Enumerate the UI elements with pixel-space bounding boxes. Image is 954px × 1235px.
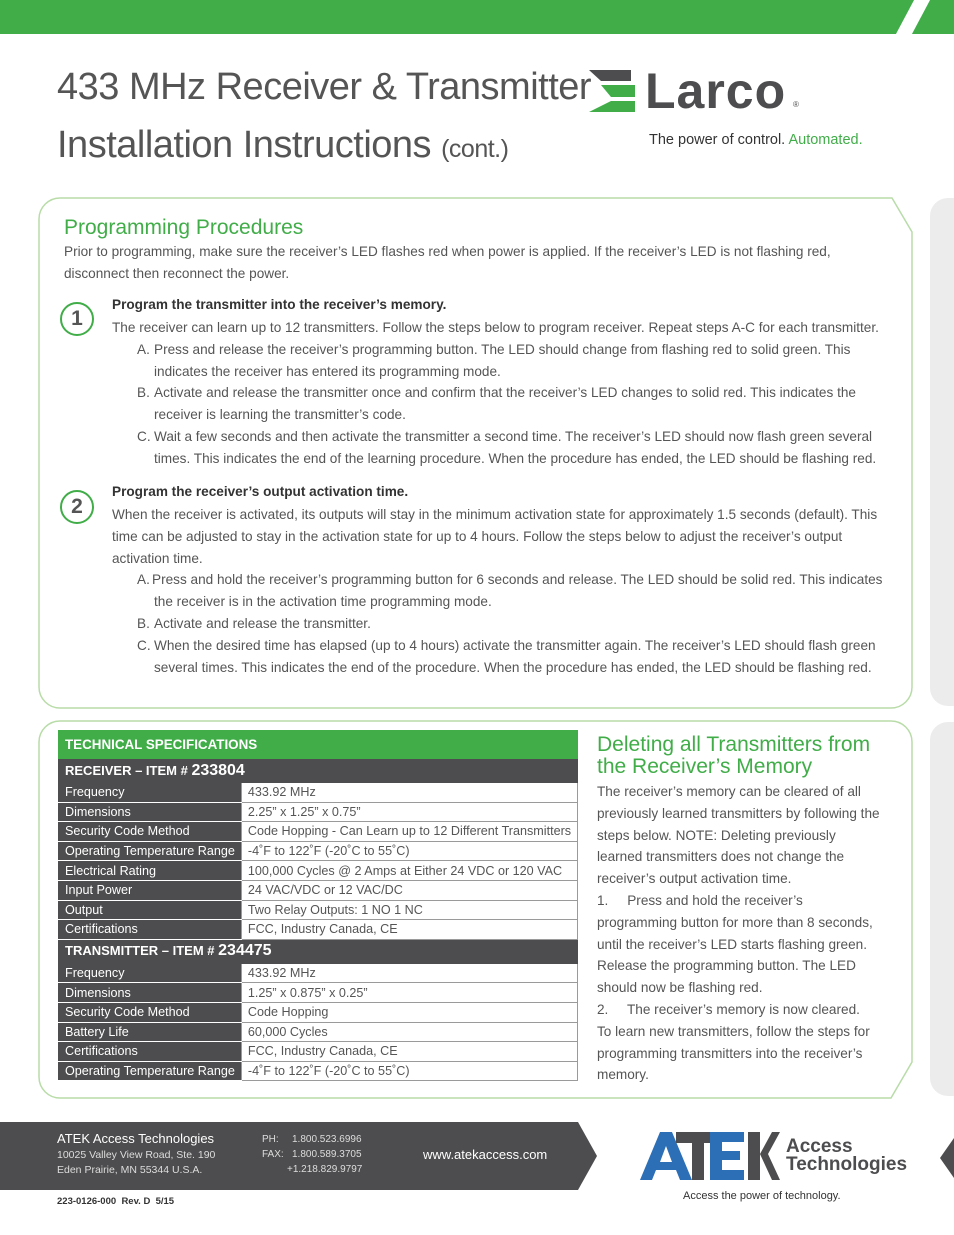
table-row bbox=[59, 822, 578, 842]
specs-title: TECHNICAL SPECIFICATIONS bbox=[59, 731, 578, 759]
atek-logo-icon bbox=[640, 1128, 780, 1182]
receiver-heading: RECEIVER – ITEM # bbox=[65, 762, 188, 778]
spec-label: Certifications bbox=[59, 1042, 242, 1062]
step-1-item-a bbox=[137, 339, 877, 383]
spec-value: 433.92 MHz bbox=[241, 963, 577, 983]
table-row bbox=[59, 841, 578, 861]
item-text: Wait a few seconds and then activate the transmitter a second time. The receiver’s LED should now flash green several times. This indicates the end of the learning procedure. When the procedure has ended, the LED should be flashing red. bbox=[154, 429, 877, 466]
item-text: When the desired time has elapsed (up to 4 hours) activate the transmitter again. The receiver’s LED should flash green several times. This indicates the end of the procedure. When the procedure has ended, the LED should be flashing red. bbox=[154, 638, 876, 675]
spec-value: Code Hopping bbox=[241, 1002, 577, 1022]
footer-address-line2: Eden Prairie, MN 55344 U.S.A. bbox=[57, 1164, 203, 1176]
page-title-cont: (cont.) bbox=[441, 135, 509, 163]
top-bar-end bbox=[936, 0, 954, 34]
step-1-number: 1 bbox=[60, 302, 94, 336]
top-accent-bar bbox=[0, 0, 954, 34]
table-row bbox=[59, 1002, 578, 1022]
programming-intro: Prior to programming, make sure the receiver’s LED flashes red when power is applied. If the receiver’s LED is not flashing red, disconnect then reconnect the power. bbox=[64, 244, 831, 281]
table-row bbox=[59, 1061, 578, 1081]
spec-label: Dimensions bbox=[59, 802, 242, 822]
deleting-body bbox=[597, 781, 882, 1086]
transmitter-heading: TRANSMITTER – ITEM # bbox=[65, 943, 215, 959]
step-2-item-c bbox=[137, 635, 887, 679]
document-number: 223-0126-000 Rev. D 5/15 bbox=[57, 1196, 175, 1207]
larco-registered-mark: ® bbox=[793, 100, 799, 109]
atek-wordmark bbox=[786, 1138, 907, 1174]
larco-tagline bbox=[649, 132, 863, 148]
spec-value: Code Hopping - Can Learn up to 12 Different Transmitters bbox=[241, 822, 577, 842]
step-1-item-c bbox=[137, 426, 887, 470]
fax-value: 1.800.589.3705 bbox=[292, 1149, 362, 1160]
page-edge-arrow-icon bbox=[940, 1138, 954, 1178]
spec-label: Input Power bbox=[59, 880, 242, 900]
table-row bbox=[59, 1042, 578, 1062]
footer-fax-row bbox=[262, 1147, 362, 1162]
item-letter: B. bbox=[137, 616, 150, 631]
spec-value: 433.92 MHz bbox=[241, 783, 577, 803]
step-2-number: 2 bbox=[60, 490, 94, 524]
footer-intl-row bbox=[262, 1162, 362, 1177]
table-row bbox=[59, 900, 578, 920]
atek-wordmark-line2: Technologies bbox=[786, 1154, 908, 1175]
phone-value: 1.800.523.6996 bbox=[292, 1134, 362, 1145]
spec-label: Battery Life bbox=[59, 1022, 242, 1042]
receiver-heading-cell bbox=[59, 759, 578, 783]
atek-wordmark-line1: Access bbox=[786, 1136, 853, 1157]
specs-title-row bbox=[59, 731, 578, 759]
spec-label: Security Code Method bbox=[59, 1002, 242, 1022]
spec-label: Operating Temperature Range bbox=[59, 841, 242, 861]
table-row bbox=[59, 1022, 578, 1042]
table-row bbox=[59, 963, 578, 983]
page-title-line1: 433 MHz Receiver & Transmitter bbox=[57, 66, 592, 108]
transmitter-heading-row bbox=[59, 939, 578, 963]
spec-label: Security Code Method bbox=[59, 822, 242, 842]
table-row bbox=[59, 920, 578, 940]
footer-website-link[interactable]: www.atekaccess.com bbox=[423, 1147, 548, 1162]
programming-title: Programming Procedures bbox=[64, 216, 304, 239]
spec-label: Frequency bbox=[59, 783, 242, 803]
spec-label: Operating Temperature Range bbox=[59, 1061, 242, 1081]
spec-label: Output bbox=[59, 900, 242, 920]
table-row bbox=[59, 783, 578, 803]
step-2-item-a bbox=[137, 569, 887, 613]
spec-value: 24 VAC/VDC or 12 VAC/DC bbox=[241, 880, 577, 900]
transmitter-heading-cell bbox=[59, 939, 578, 963]
deleting-step-2: 2. The receiver’s memory is now cleared. bbox=[597, 1001, 860, 1017]
item-letter: A. bbox=[137, 572, 150, 587]
item-letter: C. bbox=[137, 429, 151, 444]
item-text: Press and release the receiver’s programming button. The LED should change from flashing red to solid green. This indicates the receiver has entered its programming mode. bbox=[154, 342, 851, 379]
table-row bbox=[59, 802, 578, 822]
spec-value: FCC, Industry Canada, CE bbox=[241, 920, 577, 940]
item-letter: C. bbox=[137, 638, 151, 653]
footer-company: ATEK Access Technologies bbox=[57, 1131, 215, 1146]
step-1-text: The receiver can learn up to 12 transmitters. Follow the steps below to program receiver. Repeat steps A-C for each transmitter. bbox=[112, 320, 879, 335]
spec-value: 100,000 Cycles @ 2 Amps at Either 24 VDC or 120 VAC bbox=[241, 861, 577, 881]
spec-value: -4˚F to 122˚F (-20˚C to 55˚C) bbox=[241, 841, 577, 861]
phone-label: PH: bbox=[262, 1134, 279, 1145]
table-row bbox=[59, 983, 578, 1003]
table-row bbox=[59, 880, 578, 900]
deleting-step-1: 1. Press and hold the receiver’s programming button for more than 8 seconds, until the receiver’s LED starts flashing green. Release the programming button. The LED should now be flashing red. bbox=[597, 892, 877, 996]
step-2-item-b bbox=[137, 613, 877, 635]
deleting-outro: To learn new transmitters, follow the steps for programming transmitters into the receiver’s memory. bbox=[597, 1023, 870, 1083]
side-tab-lower bbox=[930, 722, 954, 1096]
step-1-item-b bbox=[137, 382, 877, 426]
deleting-intro: The receiver’s memory can be cleared of all previously learned transmitters by following the steps below. NOTE: Deleting previously learned transmitters does not change the receiver’s output activation time. bbox=[597, 784, 880, 887]
footer-contact bbox=[262, 1132, 362, 1177]
spec-value: 60,000 Cycles bbox=[241, 1022, 577, 1042]
receiver-heading-row bbox=[59, 759, 578, 783]
fax-label: FAX: bbox=[262, 1149, 284, 1160]
item-text: Activate and release the transmitter once and confirm that the receiver’s LED changes to solid red. This indicates the receiver is learning the transmitter’s code. bbox=[154, 385, 856, 422]
item-text: Press and hold the receiver’s programming button for 6 seconds and release. The LED should be solid red. This indicates the receiver is in the activation time programming mode. bbox=[152, 572, 883, 609]
step-2-text: When the receiver is activated, its outputs will stay in the minimum activation state for approximately 1.5 seconds (default). This time can be adjusted to stay in the activation state for up to 4 hours. Follow the steps below to adjust the receiver’s output activation time. bbox=[112, 507, 878, 566]
side-tab-upper bbox=[930, 198, 954, 706]
atek-tagline: Access the power of technology. bbox=[683, 1190, 841, 1202]
receiver-item-number: 233804 bbox=[191, 761, 245, 779]
larco-logo-mark-icon bbox=[589, 70, 635, 112]
footer-phone-row bbox=[262, 1132, 362, 1147]
transmitter-item-number: 234475 bbox=[218, 942, 272, 960]
technical-specifications-table bbox=[58, 730, 578, 1081]
step-1-heading: Program the transmitter into the receiver’s memory. bbox=[112, 297, 447, 312]
tagline-green: Automated. bbox=[788, 132, 863, 148]
spec-label: Dimensions bbox=[59, 983, 242, 1003]
tagline-plain: The power of control. bbox=[649, 132, 786, 148]
larco-logo-word: Larco bbox=[645, 63, 787, 119]
spec-value: Two Relay Outputs: 1 NO 1 NC bbox=[241, 900, 577, 920]
page-title-line2 bbox=[57, 124, 508, 167]
item-letter: B. bbox=[137, 385, 150, 400]
spec-label: Frequency bbox=[59, 963, 242, 983]
intl-phone-value: +1.218.829.9797 bbox=[287, 1164, 363, 1175]
footer-address-line1: 10025 Valley View Road, Ste. 190 bbox=[57, 1149, 216, 1161]
spec-value: 2.25” x 1.25” x 0.75” bbox=[241, 802, 577, 822]
spec-label: Certifications bbox=[59, 920, 242, 940]
footer-address bbox=[57, 1148, 215, 1178]
spec-value: -4˚F to 122˚F (-20˚C to 55˚C) bbox=[241, 1061, 577, 1081]
spec-label: Electrical Rating bbox=[59, 861, 242, 881]
spec-value: FCC, Industry Canada, CE bbox=[241, 1042, 577, 1062]
spec-value: 1.25” x 0.875” x 0.25” bbox=[241, 983, 577, 1003]
page-title-main: Installation Instructions bbox=[57, 124, 432, 166]
item-letter: A. bbox=[137, 342, 150, 357]
step-2-heading: Program the receiver’s output activation time. bbox=[112, 484, 409, 499]
deleting-title: Deleting all Transmitters from the Receiver’s Memory bbox=[597, 733, 871, 778]
table-row bbox=[59, 861, 578, 881]
item-text: Activate and release the transmitter. bbox=[154, 616, 371, 631]
